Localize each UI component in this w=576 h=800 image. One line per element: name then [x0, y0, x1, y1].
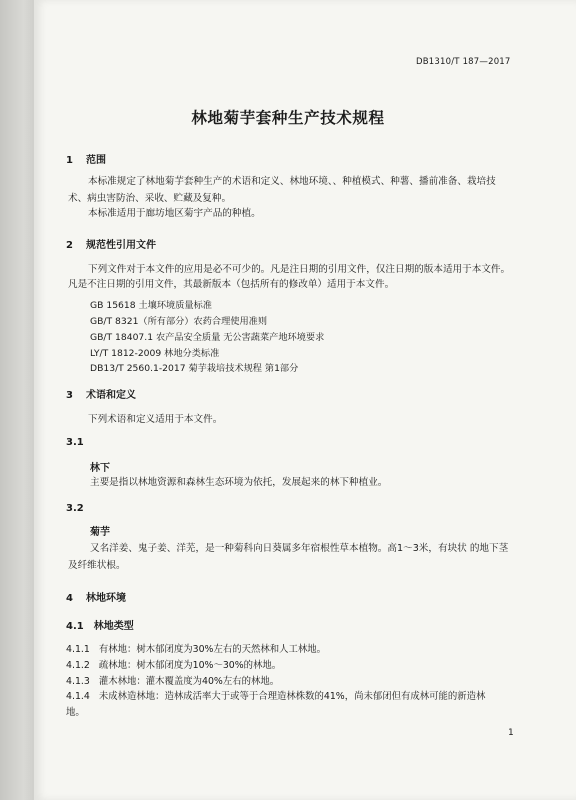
env-item-text: 灌木林地：灌木覆盖度为40%左右的林地。 — [98, 676, 280, 687]
env-item-text: 有林地：树木郁闭度为30%左右的天然林和人工林地。 — [98, 644, 326, 655]
term-3-1-number: 3.1 — [66, 437, 84, 448]
env-item-4-1-4 — [66, 688, 485, 702]
ref-item-4: LY/T 1812-2009 林地分类标准 — [90, 348, 220, 359]
section-3-title: 术语和定义 — [86, 390, 136, 401]
document-title: 林地菊芋套种生产技术规程 — [191, 109, 385, 127]
section-1-heading — [66, 151, 106, 166]
section-4-number: 4 — [66, 593, 73, 604]
term-3-2-name: 菊芋 — [90, 527, 110, 538]
terms-intro: 下列术语和定义适用于本文件。 — [88, 414, 223, 425]
section-4-heading — [66, 589, 126, 604]
env-item-number: 4.1.3 — [66, 676, 90, 687]
subsection-4-1-heading — [66, 617, 134, 632]
section-2-heading — [66, 236, 156, 251]
scope-line-2: 术、病虫害防治、采收、贮藏及复种。 — [68, 193, 232, 204]
subsection-4-1-number: 4.1 — [66, 621, 84, 632]
term-3-2-definition-1: 又名洋姜、鬼子姜、洋芜，是一种菊科向日葵属多年宿根性草本植物。高1～3米，有块状 的地下茎 — [90, 543, 509, 554]
ref-item-5: DB13/T 2560.1-2017 菊芋栽培技术规程 第1部分 — [90, 363, 299, 374]
term-3-1-name: 林下 — [90, 463, 110, 474]
refs-intro-1: 下列文件对于本文件的应用是必不可少的。凡是注日期的引用文件，仅注日期的版本适用于本文件。 — [88, 264, 511, 275]
section-3-number: 3 — [66, 390, 73, 401]
section-3-heading — [66, 386, 136, 401]
env-item-4-1-2 — [66, 657, 281, 671]
scope-line-1: 本标准规定了林地菊芋套种生产的术语和定义、林地环境、、种植模式、种薯、播前准备、栽培技 — [88, 176, 496, 187]
section-2-number: 2 — [66, 240, 73, 251]
section-1-title: 范围 — [86, 155, 106, 166]
env-item-4-1-3 — [66, 673, 279, 687]
page-number: 1 — [508, 728, 514, 738]
subsection-4-1-title: 林地类型 — [93, 621, 134, 632]
term-3-2-definition-2: 及纤维状根。 — [68, 560, 126, 571]
ref-item-3: GB/T 18407.1 农产品安全质量 无公害蔬菜产地环境要求 — [90, 332, 325, 343]
env-item-4-1-4-continued: 地。 — [66, 707, 85, 718]
scope-line-3: 本标准适用于廊坊地区菊宇产品的种植。 — [88, 208, 261, 219]
env-item-text: 未成林造林地：造林成活率大于或等于合理造林株数的41%，尚未郁闭但有成林可能的新造林 — [98, 691, 486, 702]
env-item-number: 4.1.1 — [66, 644, 90, 655]
ref-item-2: GB/T 8321（所有部分）农药合理使用准则 — [90, 316, 268, 327]
section-4-title: 林地环境 — [86, 593, 126, 604]
term-3-1-definition: 主要是指以林地资源和森林生态环境为依托，发展起来的林下种植业。 — [90, 477, 388, 488]
env-item-4-1-1 — [66, 641, 326, 655]
env-item-text: 疏林地：树木郁闭度为10%～30%的林地。 — [98, 660, 282, 671]
section-2-title: 规范性引用文件 — [86, 240, 156, 251]
refs-intro-2: 凡是不注日期的引用文件，其最新版本（包括所有的修改单）适用于本文件。 — [68, 279, 395, 290]
standard-code: DB1310/T 187—2017 — [416, 57, 511, 67]
section-1-number: 1 — [66, 155, 73, 166]
term-3-2-number: 3.2 — [66, 503, 84, 514]
ref-item-1: GB 15618 土壤环境质量标准 — [90, 300, 212, 311]
env-item-number: 4.1.4 — [66, 691, 90, 702]
env-item-number: 4.1.2 — [66, 660, 90, 671]
